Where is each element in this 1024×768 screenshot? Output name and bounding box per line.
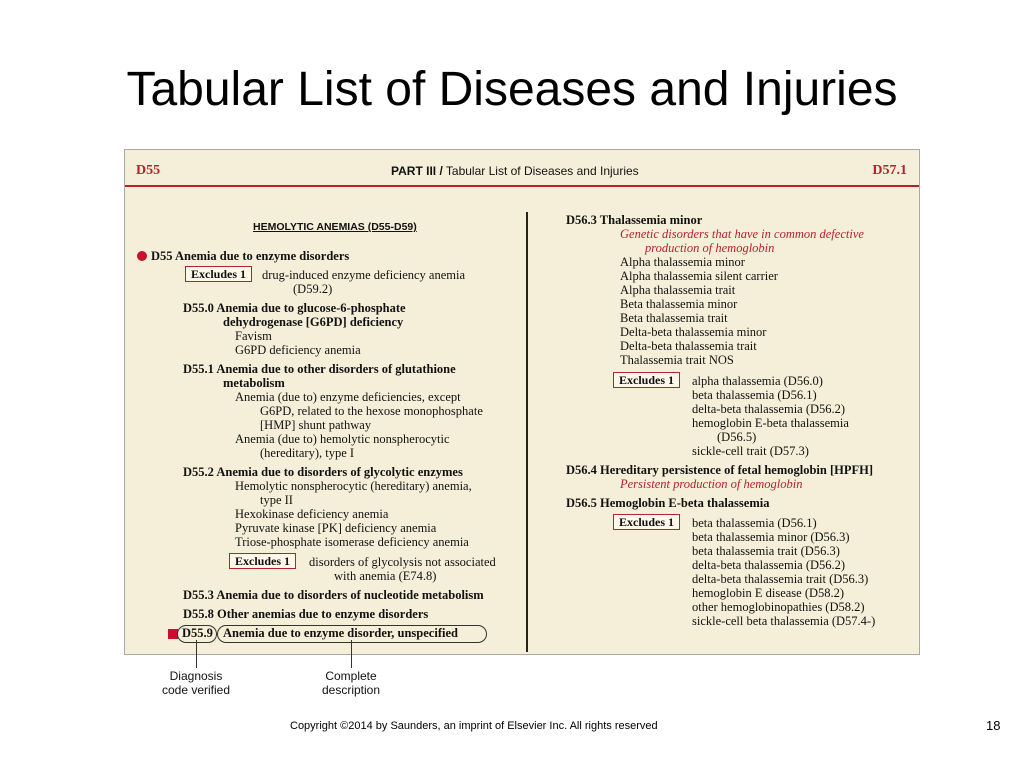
list-item: disorders of glycolysis not associated (309, 555, 496, 569)
list-item: beta thalassemia trait (D56.3) (692, 544, 840, 558)
code-d55-1: D55.1 Anemia due to other disorders of glutathione (183, 362, 456, 376)
definition-note: production of hemoglobin (645, 241, 775, 255)
header-part-text: Tabular List of Diseases and Injuries (445, 164, 639, 178)
header-part (391, 164, 639, 178)
list-item: sickle-cell beta thalassemia (D57.4-) (692, 614, 876, 628)
list-item: Beta thalassemia minor (620, 297, 738, 311)
header-rule (125, 185, 919, 187)
code-d55-8: D55.8 Other anemias due to enzyme disorders (183, 607, 429, 621)
code-d55-3: D55.3 Anemia due to disorders of nucleotide metabolism (183, 588, 484, 602)
excludes1-box: Excludes 1 (185, 266, 252, 282)
list-item: Delta-beta thalassemia minor (620, 325, 767, 339)
list-item: dehydrogenase [G6PD] deficiency (223, 315, 404, 329)
code-d55-2: D55.2 Anemia due to disorders of glycolytic enzymes (183, 465, 463, 479)
list-item: Hexokinase deficiency anemia (235, 507, 389, 521)
list-item: Hemolytic nonspherocytic (hereditary) anemia, (235, 479, 472, 493)
definition-note: Persistent production of hemoglobin (620, 477, 803, 491)
callout-connector-left (196, 640, 197, 668)
code-d55-9: D55.9 (182, 626, 213, 640)
list-item: other hemoglobinopathies (D58.2) (692, 600, 865, 614)
list-item: alpha thalassemia (D56.0) (692, 374, 823, 388)
list-item: hemoglobin E-beta thalassemia (692, 416, 849, 430)
list-item: [HMP] shunt pathway (260, 418, 372, 432)
list-item: delta-beta thalassemia trait (D56.3) (692, 572, 869, 586)
list-item: Delta-beta thalassemia trait (620, 339, 757, 353)
list-item: beta thalassemia minor (D56.3) (692, 530, 850, 544)
list-item: Beta thalassemia trait (620, 311, 728, 325)
list-item: Alpha thalassemia trait (620, 283, 736, 297)
header-code-start: D55 (136, 163, 161, 178)
list-item: hemoglobin E disease (D58.2) (692, 586, 845, 600)
code-d56-4: D56.4 Hereditary persistence of fetal hemoglobin [HPFH] (566, 463, 874, 477)
list-item: Alpha thalassemia silent carrier (620, 269, 778, 283)
code-d55: D55 Anemia due to enzyme disorders (151, 249, 350, 263)
list-item: G6PD, related to the hexose monophosphate (260, 404, 483, 418)
tabular-list-panel (124, 149, 920, 655)
list-item: G6PD deficiency anemia (235, 343, 361, 357)
list-item: sickle-cell trait (D57.3) (692, 444, 809, 458)
list-item: type II (260, 493, 293, 507)
excludes1-box: Excludes 1 (229, 553, 296, 569)
list-item: metabolism (223, 376, 285, 390)
code-d55-9-description: Anemia due to enzyme disorder, unspecified (223, 626, 458, 640)
new-code-dot-icon (137, 251, 147, 261)
callout-complete-description: Complete description (321, 669, 381, 697)
column-divider (526, 212, 528, 652)
callout-diagnosis-code: Diagnosis code verified (161, 669, 231, 697)
list-item: Alpha thalassemia minor (620, 255, 745, 269)
list-item: (D59.2) (293, 282, 333, 296)
list-item: Anemia (due to) hemolytic nonspherocytic (235, 432, 450, 446)
header-code-end: D57.1 (872, 163, 907, 178)
list-item: (hereditary), type I (260, 446, 355, 460)
header-part-bold: PART III / (391, 164, 443, 178)
list-item: Thalassemia trait NOS (620, 353, 734, 367)
list-item: Anemia (due to) enzyme deficiencies, except (235, 390, 461, 404)
list-item: beta thalassemia (D56.1) (692, 516, 817, 530)
list-item: Favism (235, 329, 272, 343)
code-d55-0: D55.0 Anemia due to glucose-6-phosphate (183, 301, 406, 315)
list-item: beta thalassemia (D56.1) (692, 388, 817, 402)
section-heading: HEMOLYTIC ANEMIAS (D55-D59) (253, 221, 417, 233)
list-item: drug-induced enzyme deficiency anemia (262, 268, 466, 282)
code-d56-3: D56.3 Thalassemia minor (566, 213, 703, 227)
callout-connector-right (351, 640, 352, 668)
list-item: (D56.5) (717, 430, 757, 444)
list-item: Triose-phosphate isomerase deficiency anemia (235, 535, 469, 549)
page-number: 18 (986, 718, 1001, 733)
excludes1-box: Excludes 1 (613, 372, 680, 388)
list-item: with anemia (E74.8) (334, 569, 437, 583)
slide-title: Tabular List of Diseases and Injuries (126, 63, 898, 116)
excludes1-box: Excludes 1 (613, 514, 680, 530)
definition-note: Genetic disorders that have in common defective (620, 227, 864, 241)
list-item: Pyruvate kinase [PK] deficiency anemia (235, 521, 437, 535)
list-item: delta-beta thalassemia (D56.2) (692, 402, 846, 416)
list-item: delta-beta thalassemia (D56.2) (692, 558, 846, 572)
copyright-footer: Copyright ©2014 by Saunders, an imprint of Elsevier Inc. All rights reserved (290, 720, 658, 732)
code-d56-5: D56.5 Hemoglobin E-beta thalassemia (566, 496, 770, 510)
